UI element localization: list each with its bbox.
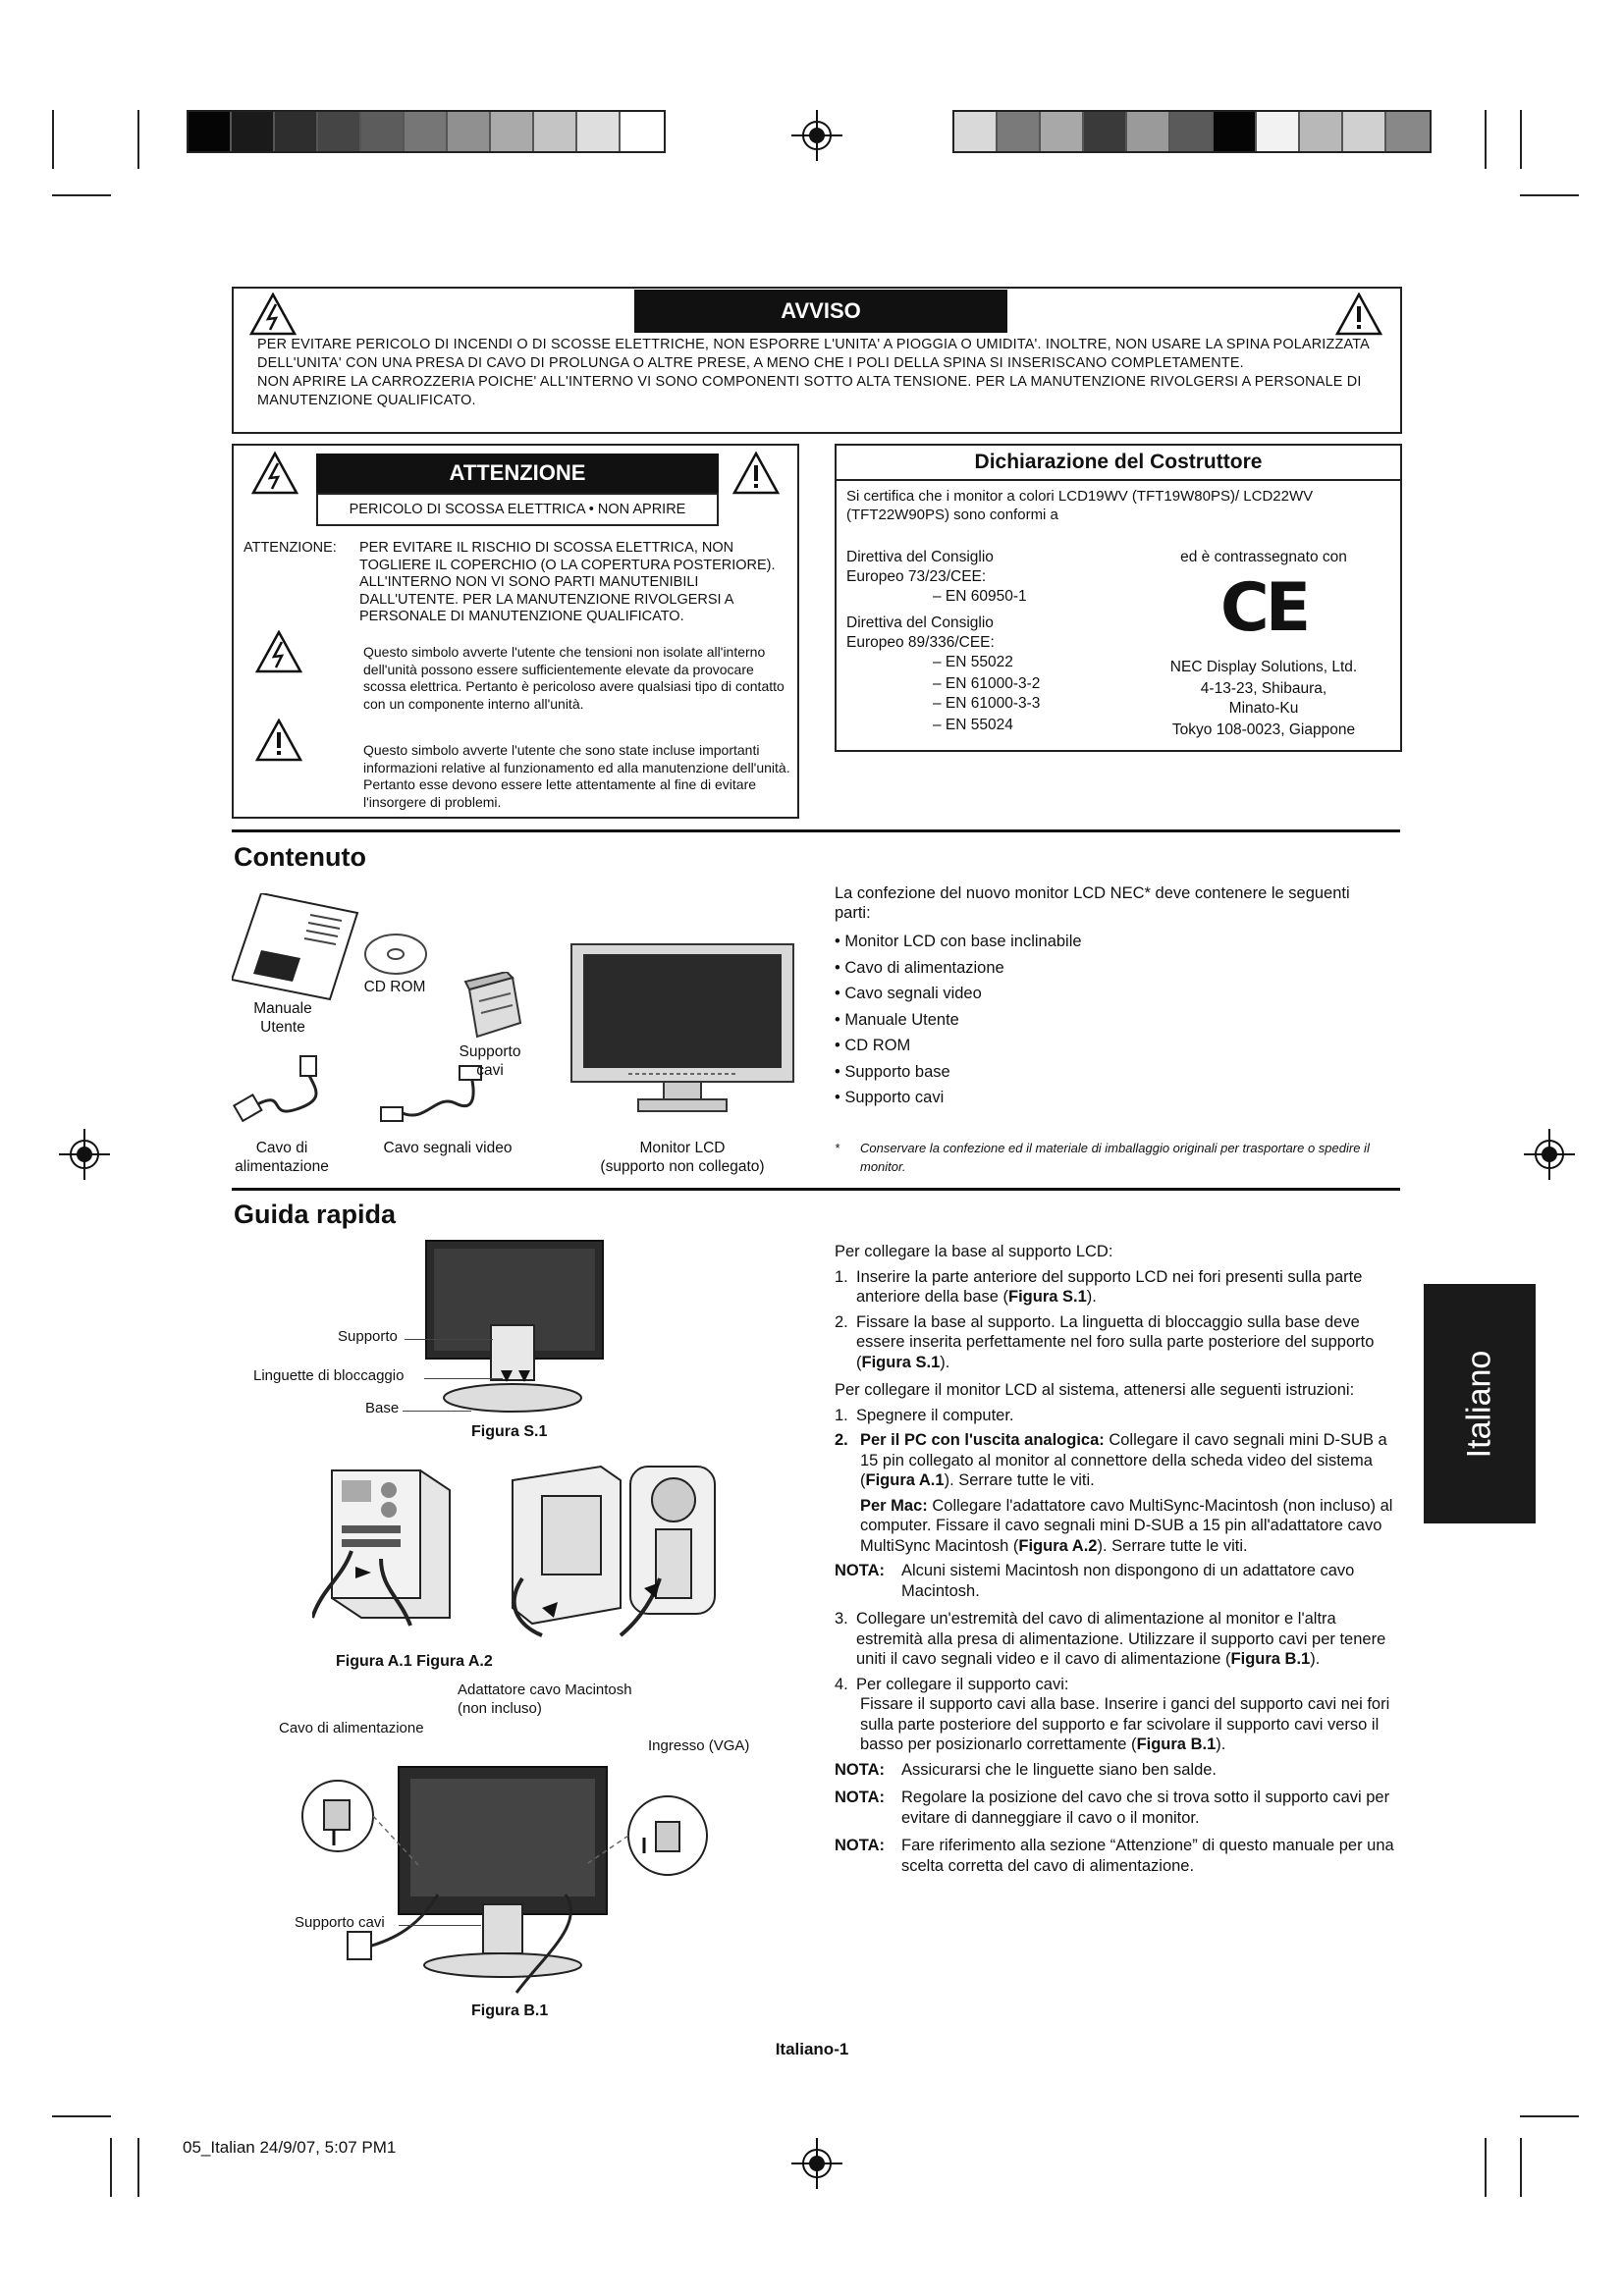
label-supporto: Supporto <box>338 1328 398 1345</box>
nota-label: NOTA: <box>835 1837 886 1854</box>
page-number: Italiano-1 <box>775 2040 849 2058</box>
step-text: Spegnere il computer. <box>856 1406 1014 1424</box>
cdrom-illustration <box>363 933 428 976</box>
exclamation-warning-icon <box>732 452 780 495</box>
section-rule <box>232 829 1400 832</box>
step-connect-4-detail <box>835 1694 1394 1755</box>
figure-ref: Figura B.1 <box>1230 1650 1311 1668</box>
directives <box>846 548 1121 735</box>
lcd-monitor-illustration <box>569 942 795 1115</box>
directive-2-standard: – EN 61000-3-3 <box>933 695 1041 712</box>
leader-line <box>403 1411 471 1412</box>
color-calibration-bar-right <box>952 110 1432 153</box>
crop-mark <box>137 110 139 169</box>
nota-label: NOTA: <box>835 1789 886 1806</box>
leader-line <box>399 1925 481 1926</box>
nota-4 <box>835 1836 1394 1876</box>
nota-2 <box>835 1760 1394 1781</box>
directive-2-line-a: Direttiva del Consiglio <box>846 614 994 631</box>
caption-monitor <box>579 1139 785 1176</box>
symbol-exclamation-text: Questo simbolo avverte l'utente che sono state incluse importanti informazioni relative al funzionamento ed alla manutenzione dell'unità. Pertanto esse devono essere lette attentamente al fine di evitare l'insorgere di problemi. <box>363 742 790 810</box>
lightning-warning-icon <box>251 452 298 495</box>
step-bold: Per Mac: <box>860 1496 928 1515</box>
attenzione-body <box>244 540 793 626</box>
caption-monitor-line-2: (supporto non collegato) <box>600 1158 765 1175</box>
directive-2-standard: – EN 55024 <box>933 717 1013 733</box>
step-text-part: ). <box>940 1353 950 1371</box>
directive-2-line-b: Europeo 89/336/CEE: <box>846 634 995 651</box>
crop-mark <box>52 110 54 169</box>
crop-mark <box>137 2138 139 2197</box>
step-number: 1. <box>835 1267 848 1286</box>
step-text-part: Collegare il cavo segnali mini D-SUB a 15 pin collegato al monitor al connettore della scheda video del sistema ( <box>860 1431 1387 1489</box>
step-text <box>856 1609 1394 1670</box>
attenzione-lead-label: ATTENZIONE: <box>244 540 337 556</box>
directive-2-standard: – EN 55022 <box>933 654 1013 670</box>
avviso-title: AVVISO <box>634 290 1007 333</box>
figure-ref: Figura B.1 <box>1136 1735 1217 1753</box>
guida-text <box>835 1242 1394 1884</box>
directive-2-standard: – EN 61000-3-2 <box>933 675 1041 692</box>
nota-text: Assicurarsi che le linguette siano ben salde. <box>901 1760 1218 1779</box>
step-connect-1 <box>835 1406 1394 1426</box>
manual-illustration <box>232 893 359 1001</box>
guida-heading: Guida rapida <box>234 1200 397 1229</box>
figure-a-caption: Figura A.1 Figura A.2 <box>336 1653 493 1670</box>
cable-holder-illustration <box>460 972 526 1041</box>
list-item: • Cavo segnali video <box>835 985 982 1002</box>
nota-text: Alcuni sistemi Macintosh non dispongono di un adattatore cavo Macintosh. <box>901 1562 1355 1600</box>
crop-mark <box>52 194 111 196</box>
nota-label: NOTA: <box>835 1562 886 1579</box>
figure-b1-illustration <box>291 1757 723 2012</box>
leader-line <box>424 1378 503 1379</box>
note-text: Conservare la confezione ed il materiale di imballaggio originali per trasportare o spedire il monitor. <box>860 1141 1370 1174</box>
attenzione-subtitle: PERICOLO DI SCOSSA ELETTRICA • NON APRIRE <box>316 493 719 526</box>
directive-1-line-b: Europeo 73/23/CEE: <box>846 568 987 585</box>
nota-label: NOTA: <box>835 1760 886 1779</box>
label-linguette: Linguette di bloccaggio <box>253 1367 405 1384</box>
step-text-part: ). <box>1086 1288 1097 1306</box>
crop-mark <box>1485 110 1487 169</box>
step-connect-2-mac <box>835 1496 1394 1557</box>
guida-system-intro: Per collegare il monitor LCD al sistema, attenersi alle seguenti istruzioni: <box>835 1381 1355 1399</box>
crop-mark <box>110 2138 112 2197</box>
label-base: Base <box>365 1400 400 1416</box>
directive-1-line-a: Direttiva del Consiglio <box>846 549 994 565</box>
caption-power-cord: Cavo di alimentazione <box>235 1140 329 1175</box>
contenuto-note <box>835 1139 1394 1176</box>
lightning-warning-icon <box>249 293 297 336</box>
figure-a2-illustration <box>483 1461 719 1637</box>
label-adattatore-line-2: (non incluso) <box>458 1700 542 1717</box>
caption-cdrom: CD ROM <box>363 979 426 995</box>
leader-line <box>405 1339 493 1340</box>
guida-base-intro: Per collegare la base al supporto LCD: <box>835 1243 1113 1260</box>
list-item: • CD ROM <box>835 1037 911 1054</box>
label-adattatore <box>458 1681 632 1718</box>
step-text: Per collegare il supporto cavi: <box>856 1675 1069 1693</box>
avviso-line-2: NON APRIRE LA CARROZZERIA POICHE' ALL'INTERNO VI SONO COMPONENTI SOTTO ALTA TENSIONE. PER LA MANUTENZIONE RIVOLGERSI A PERSONALE DI MANUTENZIONE QUALIFICATO. <box>257 374 1362 408</box>
attenzione-box <box>232 444 799 819</box>
nota-text: Fare riferimento alla sezione “Attenzione” di questo manuale per una scelta corretta del cavo di alimentazione. <box>901 1837 1394 1875</box>
dichiarazione-intro: Si certifica che i monitor a colori LCD19WV (TFT19W80PS)/ LCD22WV (TFT22W90PS) sono conformi a <box>846 488 1314 523</box>
language-tab <box>1424 1284 1536 1523</box>
step-text-part: ). <box>1310 1650 1321 1668</box>
language-tab-label: Italiano <box>1460 1350 1498 1458</box>
dichiarazione-title: Dichiarazione del Costruttore <box>837 446 1400 481</box>
dichiarazione-box <box>835 444 1402 752</box>
power-cord-illustration <box>228 1050 336 1139</box>
company-address: Tokyo 108-0023, Giappone <box>1171 721 1356 738</box>
attenzione-lead-text: PER EVITARE IL RISCHIO DI SCOSSA ELETTRICA, NON TOGLIERE IL COPERCHIO (O LA COPERTURA POSTERIORE). ALL'INTERNO NON VI SONO PARTI MANUTENIBILI DALL'UTENTE. PER LA MANUTENZIONE RIVOLGERSI A PERSONALE DI MANUTENZIONE QUALIFICATO. <box>359 540 776 624</box>
crop-mark <box>1520 2138 1522 2197</box>
exclamation-warning-icon <box>1335 293 1382 336</box>
step-number: 2. <box>835 1431 848 1449</box>
step-bold: Per il PC con l'uscita analogica: <box>860 1431 1105 1449</box>
company-name: NEC Display Solutions, Ltd. <box>1169 659 1358 675</box>
nota-3 <box>835 1788 1394 1828</box>
step-number: 2. <box>835 1312 848 1331</box>
crop-mark <box>1485 2138 1487 2197</box>
nota-1 <box>835 1561 1394 1601</box>
step-base-1 <box>835 1267 1394 1308</box>
figure-s1-illustration <box>412 1239 619 1415</box>
crop-mark <box>1520 194 1579 196</box>
registration-mark-icon <box>791 110 842 161</box>
step-text <box>856 1267 1394 1308</box>
step-text-part: ). <box>1216 1735 1226 1753</box>
step-text-part: Collegare l'adattatore cavo MultiSync-Macintosh (non incluso) al computer. Fissare il cavo segnali mini D-SUB a 15 pin all'adattatore cavo MultiSync Macintosh ( <box>860 1496 1393 1555</box>
exclamation-warning-icon <box>255 719 302 762</box>
label-ingresso: Ingresso (VGA) <box>648 1737 750 1754</box>
step-base-2 <box>835 1312 1394 1373</box>
registration-mark-icon <box>1524 1129 1575 1180</box>
company-address: 4-13-23, Shibaura, <box>1200 680 1327 697</box>
section-rule <box>232 1188 1400 1191</box>
figure-ref: Figura S.1 <box>1008 1288 1087 1306</box>
avviso-box <box>232 287 1402 434</box>
note-asterisk: * <box>835 1141 840 1155</box>
crop-mark <box>1520 110 1522 169</box>
step-text <box>856 1430 1394 1491</box>
caption-cable-holder: Supporto cavi <box>459 1043 521 1079</box>
list-item: • Monitor LCD con base inclinabile <box>835 933 1082 950</box>
step-connect-2 <box>835 1430 1394 1491</box>
step-text-part: ). Serrare tutte le viti. <box>1097 1536 1248 1555</box>
avviso-text <box>257 336 1416 410</box>
registration-mark-icon <box>791 2138 842 2189</box>
registration-mark-icon <box>59 1129 110 1180</box>
ce-mark: CE <box>1219 569 1308 647</box>
attenzione-title: ATTENZIONE <box>316 454 719 493</box>
directive-1-standard: – EN 60950-1 <box>933 588 1027 605</box>
step-text-part: Collegare un'estremità del cavo di alimentazione al monitor e l'altra estremità alla presa di alimentazione. Utilizzare il supporto cavi per tenere uniti il cavo segnali video e il cavo di alimentazione ( <box>856 1610 1386 1668</box>
color-calibration-bar-left <box>187 110 666 153</box>
contenuto-heading: Contenuto <box>234 842 366 872</box>
figure-b1-caption: Figura B.1 <box>471 2002 549 2019</box>
caption-signal-cable: Cavo segnali video <box>383 1140 513 1156</box>
step-connect-3 <box>835 1609 1394 1670</box>
label-adattatore-line-1: Adattatore cavo Macintosh <box>458 1682 632 1698</box>
step-number: 4. <box>835 1675 848 1693</box>
step-connect-4 <box>835 1675 1394 1695</box>
symbol-lightning-text: Questo simbolo avverte l'utente che tensioni non isolate all'interno dell'unità possono essere sufficientemente elevate da provocare scossa elettrica. Pertanto è pericoloso avere qualsiasi tipo di contatto con un componente interno all'unità. <box>363 644 785 712</box>
figure-ref: Figura S.1 <box>861 1353 941 1371</box>
figure-ref: Figura A.2 <box>1018 1536 1098 1555</box>
list-item: • Manuale Utente <box>835 1010 959 1029</box>
conformity-mark <box>1131 548 1396 740</box>
contenuto-list <box>835 933 1384 1115</box>
step-text-part: Inserire la parte anteriore del supporto LCD nei fori presenti sulla parte anteriore della base ( <box>856 1267 1363 1306</box>
caption-monitor-line-1: Monitor LCD <box>639 1140 726 1156</box>
caption-manual: Manuale Utente <box>253 1000 312 1036</box>
figure-s1-caption: Figura S.1 <box>471 1423 548 1440</box>
step-text <box>856 1312 1394 1373</box>
figure-a1-illustration <box>312 1461 460 1628</box>
print-slug: 05_Italian 24/9/07, 5:07 PM1 <box>183 2138 397 2157</box>
step-text-part: Fissare il supporto cavi alla base. Inserire i ganci del supporto cavi nei fori sulla parte posteriore del supporto e far scivolare il supporto cavi verso il basso per posizionarlo correttamente ( <box>860 1695 1390 1753</box>
lightning-warning-icon <box>255 630 302 673</box>
list-item: • Supporto base <box>835 1062 950 1081</box>
marked-label: ed è contrassegnato con <box>1180 549 1347 565</box>
step-text-part: ). Serrare tutte le viti. <box>944 1471 1095 1489</box>
figure-ref: Figura A.1 <box>865 1471 945 1489</box>
crop-mark <box>1520 2115 1579 2117</box>
list-item: • Supporto cavi <box>835 1089 945 1106</box>
contenuto-intro: La confezione del nuovo monitor LCD NEC* deve contenere le seguenti parti: <box>835 884 1350 922</box>
company-address: Minato-Ku <box>1228 700 1299 717</box>
step-text-part: Fissare la base al supporto. La linguetta di bloccaggio sulla base deve essere inserita perfettamente nel foro sulla parte posteriore del supporto ( <box>856 1312 1375 1371</box>
attenzione-lead <box>244 540 793 626</box>
crop-mark <box>52 2115 111 2117</box>
avviso-line-1: PER EVITARE PERICOLO DI INCENDI O DI SCOSSE ELETTRICHE, NON ESPORRE L'UNITA' A PIOGGIA O UMIDITA'. INOLTRE, NON USARE LA SPINA POLARIZZATA DELL'UNITA' CON UNA PRESA DI CAVO DI PROLUNGA O ALTRE PRESE, A MENO CHE I POLI DELLA SPINA SI INSERISCANO COMPLETAMENTE. <box>257 337 1370 371</box>
step-number: 1. <box>835 1406 848 1424</box>
label-cavo-alimentazione: Cavo di alimentazione <box>279 1720 424 1736</box>
nota-text: Regolare la posizione del cavo che si trova sotto il supporto cavi per evitare di danneggiare il cavo o il monitor. <box>901 1789 1390 1827</box>
list-item: • Cavo di alimentazione <box>835 958 1004 977</box>
step-number: 3. <box>835 1610 848 1628</box>
label-supporto-cavi: Supporto cavi <box>295 1914 385 1931</box>
